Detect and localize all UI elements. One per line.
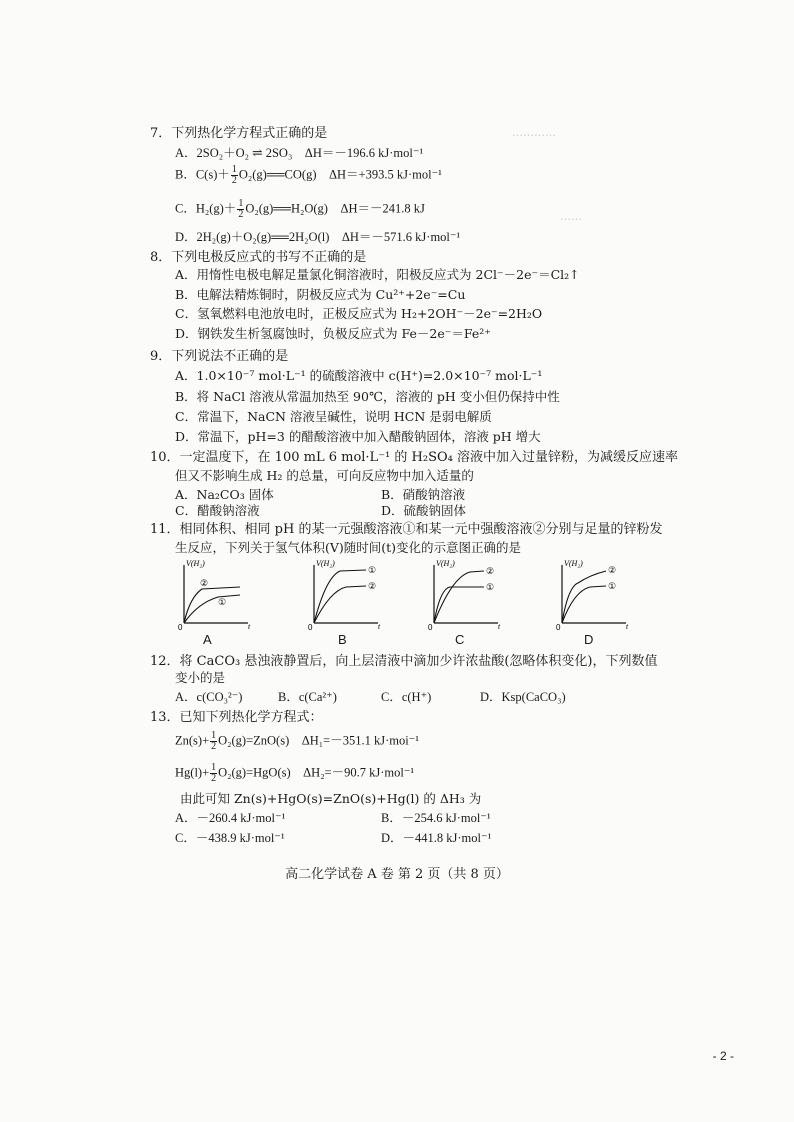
question-7-option-a: A．2SO₂＋O₂ ⇌ 2SO₃ ΔH＝－196.6 kJ·mol⁻¹: [175, 146, 424, 160]
question-13-equation-1: Zn(s)+ $\frac{1}{2}$ O₂(g)=ZnO(s) ΔH₁=－351.1 kJ·moi⁻¹: [175, 730, 420, 752]
question-13-option-a: A．－260.4 kJ·mol⁻¹: [175, 811, 286, 825]
question-10-option-b: B．硝酸钠溶液: [381, 487, 466, 502]
origin-label: 0: [178, 623, 183, 631]
question-12-option-c: C．c(H⁺): [381, 690, 432, 704]
curve-1-label: ①: [218, 598, 227, 608]
curve-2-label: ②: [486, 567, 495, 577]
y-axis-label: V(H₂): [564, 559, 583, 568]
curve-2-label: ②: [368, 582, 377, 592]
question-8-option-c: C．氢氧燃料电池放电时，正极反应式为 H₂+2OH⁻－2e⁻=2H₂O: [175, 306, 543, 321]
question-13-derivation: 由此可知 Zn(s)+HgO(s)=ZnO(s)+Hg(l) 的 ΔH₃ 为: [180, 791, 482, 806]
curve-2: [314, 586, 366, 623]
fraction-half: $\frac{1}{2}$: [231, 164, 237, 186]
curve-2-label: ②: [608, 566, 617, 576]
y-axis-label: V(H₂): [186, 559, 205, 568]
question-12-option-b: B．c(Ca²⁺): [278, 690, 337, 704]
graph-label-b: B: [338, 632, 347, 647]
x-axis-label: t: [248, 622, 251, 631]
fraction-half: $\frac{1}{2}$: [238, 198, 244, 220]
curve-1: [562, 586, 606, 623]
question-12-option-d: D．Ksp(CaCO₃): [480, 690, 566, 704]
question-9-option-a: A．1.0×10⁻⁷ mol·L⁻¹ 的硫酸溶液中 c(H⁺)=2.0×10⁻⁷ mol·L⁻¹: [175, 368, 543, 383]
graph-option-d: [554, 557, 634, 631]
question-12-stem-line2: 变小的是: [175, 670, 226, 685]
question-9-stem: 9．下列说法不正确的是: [150, 349, 289, 364]
question-13-option-d: D．－441.8 kJ·mol⁻¹: [381, 831, 492, 845]
question-9-option-d: D．常温下，pH=3 的醋酸溶液中加入醋酸钠固体，溶液 pH 增大: [175, 429, 541, 444]
graph-label-c: C: [455, 632, 465, 647]
question-7-option-d: D．2H₂(g)＋O₂(g)══2H₂O(l) ΔH＝－571.6 kJ·mol⁻¹: [175, 230, 461, 244]
question-13-option-c: C．－438.9 kJ·mol⁻¹: [175, 831, 285, 845]
x-axis-label: t: [498, 622, 501, 631]
graph-label-a: A: [203, 632, 212, 647]
question-9-option-c: C．常温下，NaCN 溶液呈碱性，说明 HCN 是弱电解质: [175, 409, 492, 424]
bleed-through-text: …………: [512, 126, 556, 139]
question-8-stem: 8．下列电极反应式的书写不正确的是: [150, 250, 367, 265]
curve-1-label: ①: [486, 583, 495, 593]
fraction-half: $\frac{1}{2}$: [211, 762, 217, 784]
origin-label: 0: [556, 623, 561, 631]
curve-1-label: ①: [368, 566, 377, 576]
question-10-stem-line2: 但又不影响生成 H₂ 的总量，可向反应物中加入适量的: [175, 468, 474, 483]
question-8-option-b: B．电解法精炼铜时，阴极反应式为 Cu²⁺+2e⁻=Cu: [175, 287, 466, 302]
question-9-option-b: B．将 NaCl 溶液从常温加热至 90℃，溶液的 pH 变小但仍保持中性: [175, 389, 560, 404]
question-7-option-b: B．C(s)＋ $\frac{1}{2}$ O₂(g)══CO(g) ΔH＝+393.5 kJ·mol⁻¹: [175, 164, 442, 186]
question-7-option-c: C．H₂(g)＋ $\frac{1}{2}$ O₂(g)══H₂O(g) ΔH＝－241.8 kJ: [175, 198, 425, 220]
x-axis-label: t: [378, 622, 381, 631]
fraction-half: $\frac{1}{2}$: [211, 730, 217, 752]
y-axis-label: V(H₂): [316, 559, 335, 568]
question-12-stem-line1: 12．将 CaCO₃ 悬浊液静置后，向上层清液中滴加少许浓盐酸(忽略体积变化)，下列数值: [150, 654, 658, 669]
graph-option-c: [426, 557, 506, 631]
question-11-stem-line1: 11．相同体积、相同 pH 的某一元强酸溶液①和某一元中强酸溶液②分别与足量的锌粉发: [150, 522, 663, 537]
question-10-stem-line1: 10．一定温度下，在 100 mL 6 mol·L⁻¹ 的 H₂SO₄ 溶液中加入过量锌粉，为减缓反应速率: [150, 450, 678, 465]
question-13-option-b: B．－254.6 kJ·mol⁻¹: [381, 811, 491, 825]
question-10-option-d: D．硫酸钠固体: [381, 503, 467, 518]
graph-label-d: D: [584, 632, 594, 647]
origin-label: 0: [428, 623, 433, 631]
bleed-through-text: ……: [560, 210, 582, 223]
origin-label: 0: [308, 623, 313, 631]
question-11-stem-line2: 生反应，下列关于氢气体积(V)随时间(t)变化的示意图正确的是: [175, 540, 522, 555]
page-number: - 2 -: [712, 1049, 734, 1063]
question-7-stem: 7．下列热化学方程式正确的是: [150, 126, 328, 141]
question-8-option-d: D．钢铁发生析氢腐蚀时，负极反应式为 Fe－2e⁻＝Fe²⁺: [175, 326, 491, 341]
curve-2: [184, 587, 240, 623]
question-10-option-a: A．Na₂CO₃ 固体: [175, 487, 274, 502]
question-13-equation-2: Hg(l)+ $\frac{1}{2}$ O₂(g)=HgO(s) ΔH₂=－90.7 kJ·mol⁻¹: [175, 762, 415, 784]
graph-option-a: [176, 557, 256, 631]
question-10-option-c: C．醋酸钠溶液: [175, 503, 260, 518]
y-axis-label: V(H₂): [436, 559, 455, 568]
page-footer: 高二化学试卷 A 卷 第 2 页（共 8 页）: [285, 867, 509, 882]
question-8-option-a: A．用惰性电极电解足量氯化铜溶液时，阳极反应式为 2Cl⁻－2e⁻＝Cl₂↑: [175, 267, 580, 282]
question-13-stem: 13．已知下列热化学方程式：: [150, 710, 323, 725]
curve-1-label: ①: [608, 582, 617, 592]
question-12-option-a: A．c(CO₃²⁻): [175, 690, 243, 704]
curve-2-label: ②: [200, 579, 209, 589]
curve-1: [314, 570, 366, 623]
curve-2: [562, 571, 606, 623]
graph-option-b: [306, 557, 386, 631]
x-axis-label: t: [626, 622, 629, 631]
